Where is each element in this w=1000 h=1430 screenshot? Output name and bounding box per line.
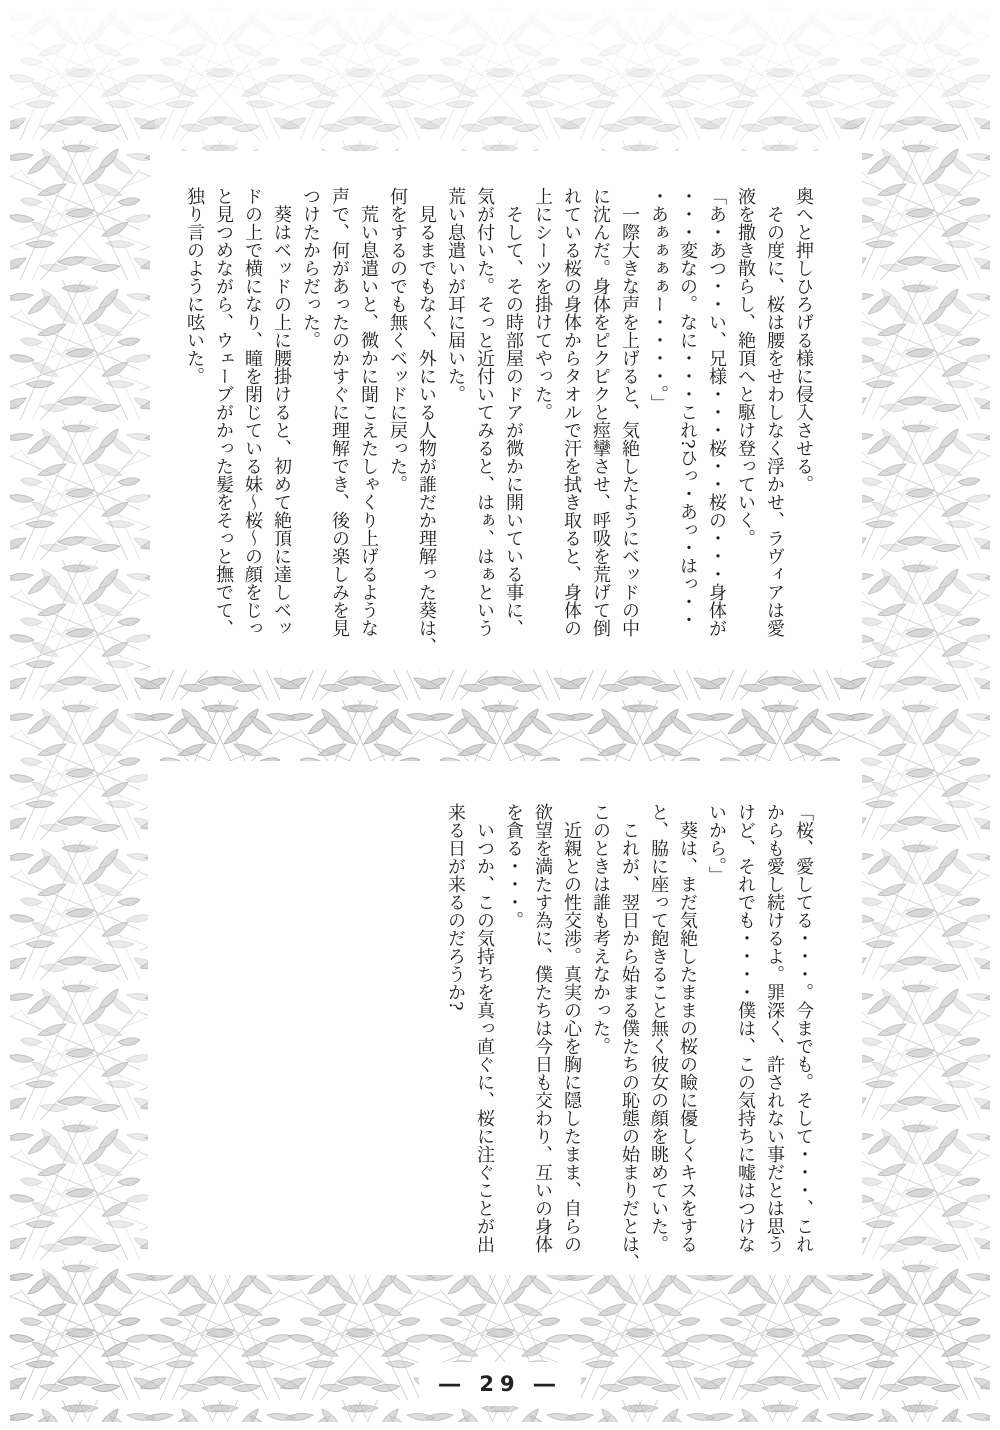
text-column: 葵は、まだ気絶したままの桜の瞼に優しくキスをする — [677, 803, 698, 1253]
text-column: 「桜、愛してる・・・。今までも。そして・・・、これ — [793, 803, 814, 1253]
text-column: 見るまでもなく、外にいる人物が誰だか理解った葵は、 — [416, 187, 437, 655]
text-column: 欲望を満たす為に、僕たちは今日も交わり、互いの身体 — [532, 803, 553, 1253]
text-column: からも愛し続けるよ。罪深く、許されない事だとは思う — [764, 803, 785, 1253]
lower-text-block — [150, 763, 860, 1273]
text-column: これが、翌日から始まる僕たちの恥態の始まりだとは、 — [619, 803, 640, 1271]
text-column: つけたからだった。 — [300, 187, 321, 349]
text-column: れている桜の身体からタオルで汗を拭き取ると、身体の — [561, 187, 582, 637]
text-column: と、脇に座って飽きること無く彼女の顔を眺めていた。 — [648, 803, 669, 1253]
text-column: 荒い息遣いが耳に届いた。 — [445, 187, 466, 403]
text-column: 「あ・あつ・・い、兄様・・・桜・・桜の・・・身体が — [706, 187, 727, 637]
text-column: 気が付いた。そっと近付いてみると、はぁ、はぁという — [474, 187, 495, 637]
text-column: 葵はベッドの上に腰掛けると、初めて絶頂に達しベッ — [271, 187, 292, 637]
text-column: いから。」 — [706, 803, 727, 884]
upper-text-columns — [180, 187, 818, 669]
text-column: 何をするのでも無くベッドに戻った。 — [387, 187, 408, 493]
text-column: いつか、この気持ちを真っ直ぐに、桜に注ぐことが出 — [474, 803, 495, 1253]
text-column: このときは誰も考えなかった。 — [590, 803, 611, 1055]
lower-text-columns — [441, 803, 818, 1281]
page-number: ― 29 ― — [419, 1362, 581, 1406]
text-column: けど、それでも・・・・僕は、この気持ちに嘘はつけな — [735, 803, 756, 1253]
text-column: 奥へと押しひろげる様に侵入させる。 — [793, 187, 814, 493]
text-column: 荒い息遣いと、微かに聞こえたしゃくり上げるような — [358, 187, 379, 637]
text-column: 来る日が来るのだろうか? — [445, 803, 466, 1011]
text-column: に沈んだ。身体をピクピクと痙攣させ、呼吸を荒げて倒 — [590, 187, 611, 637]
text-column: その度に、桜は腰をせわしなく浮かせ、ラヴィアは愛 — [764, 187, 785, 637]
text-column: 近親との性交渉。真実の心を胸に隠したまま、自らの — [561, 803, 582, 1253]
text-column: 声で、何があったのかすぐに理解でき、後の楽しみを見 — [329, 187, 350, 637]
text-column: 独り言のように呟いた。 — [184, 187, 205, 385]
text-column: ・・・変なの。なに・・・これ?ひっ・あっ・はっ・・ — [677, 187, 698, 629]
text-column: 液を撒き散らし、絶頂へと駆け登っていく。 — [735, 187, 756, 547]
upper-text-block — [152, 153, 860, 668]
text-column: そして、その時部屋のドアが微かに開いている事に、 — [503, 187, 524, 637]
text-column: を貪る・・・。 — [503, 803, 524, 929]
text-column: 上にシーツを掛けてやった。 — [532, 187, 553, 421]
text-column: と見つめながら、ウェーブがかった髪をそっと撫でて、 — [213, 187, 234, 637]
text-column: ドの上で横になり、瞳を閉じている妹～桜～の顔をじっ — [242, 187, 263, 637]
text-column: 一際大きな声を上げると、気絶したようにベッドの中 — [619, 187, 640, 637]
text-column: ・あぁぁぁぁー・・・・。」 — [648, 187, 669, 412]
